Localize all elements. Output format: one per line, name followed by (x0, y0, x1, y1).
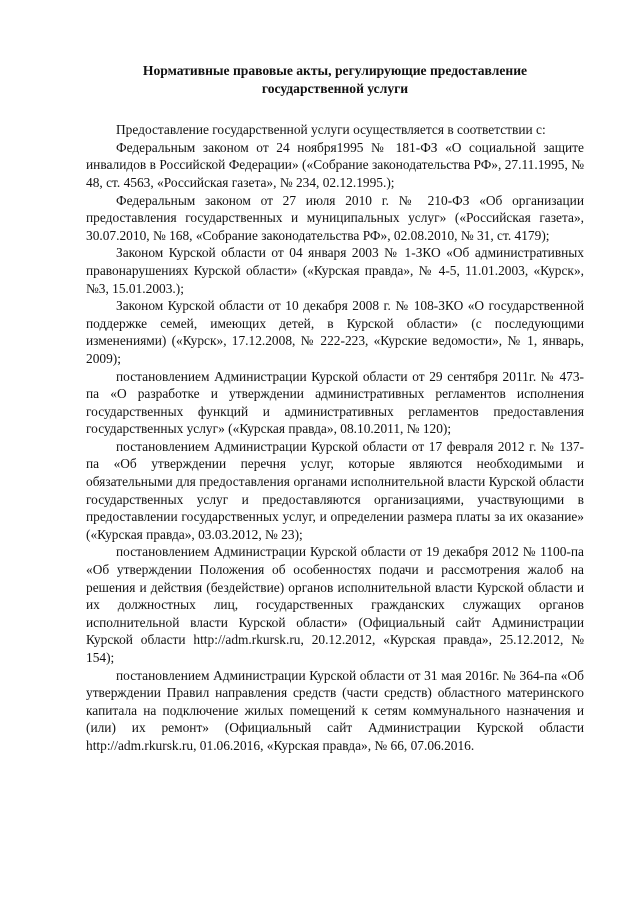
title-line-2: государственной услуги (261, 80, 409, 96)
document-title (86, 62, 584, 97)
legal-act-federal-law-210: Федеральным законом от 27 июля 2010 г. № 210-ФЗ «Об организации предоставления государственных и муниципальных услуг» («Российская газета», 30.07.2010, № 168, «Собрание законодательства РФ», 02.08.2010, № 31, ст. 4179); (86, 192, 584, 243)
intro-paragraph: Предоставление государственной услуги осуществляется в соответствии с: (116, 122, 546, 138)
legal-act-kursk-law-1: Законом Курской области от 04 января 2003 № 1-ЗКО «Об административных правонарушениях Курской области» («Курская правда», № 4-5, 11.01.2003, «Курск», №3, 15.01.2003.); (86, 245, 584, 296)
legal-act-resolution-137: постановлением Администрации Курской области от 17 февраля 2012 г. № 137-па «Об утверждении перечня услуг, которые являются необходимыми и обязательными для предоставления органами исполнительной власти Курской области государственных услуг и предоставляются организациями, участвующими в предоставлении государственных услуг, и определении размера платы за их оказание» («Курская правда», 03.03.2012, № 23); (86, 438, 584, 542)
legal-act-kursk-law-108: Законом Курской области от 10 декабря 2008 г. № 108-ЗКО «О государственной поддержке семей, имеющих детей, в Курской области» (с последующими изменениями) («Курск», 17.12.2008, № 222-223, «Курские ведомости», № 1, январь, 2009); (86, 298, 584, 366)
legal-act-resolution-1100: постановлением Администрации Курской области от 19 декабря 2012 № 1100-па «Об утверждении Положения об особенностях подачи и рассмотрения жалоб на решения и действия (бездействие) органов исполнительной власти Курской области и их должностных лиц, государственных гражданских служащих органов исполнительной власти Курской области» (Официальный сайт Администрации Курской области http://adm.rkursk.ru, 20.12.2012, «Курская правда», 25.12.2012, № 154); (86, 544, 584, 665)
legal-act-resolution-473: постановлением Администрации Курской области от 29 сентября 2011г. № 473-па «О разработке и утверждении административных регламентов исполнения государственных функций и административных регламентов предоставления государственных услуг» («Курская правда», 08.10.2011, № 120); (86, 368, 584, 437)
legal-act-federal-law-181: Федеральным законом от 24 ноября1995 № 181-ФЗ «О социальной защите инвалидов в Российской Федерации» («Собрание законодательства РФ», 27.11.1995, № 48, ст. 4563, «Российская газета», № 234, 02.12.1995.); (86, 139, 584, 190)
legal-act-resolution-364: постановлением Администрации Курской области от 31 мая 2016г. № 364-па «Об утверждении Правил направления средств (части средств) областного материнского капитала на подключение жилых помещений к сетям коммунального назначения и (или) их ремонт» (Официальный сайт Администрации Курской области http://adm.rkursk.ru, 01.06.2016, «Курская правда», № 66, 07.06.2016. (86, 667, 584, 753)
title-line-1: Нормативные правовые акты, регулирующие предоставление (142, 63, 528, 78)
